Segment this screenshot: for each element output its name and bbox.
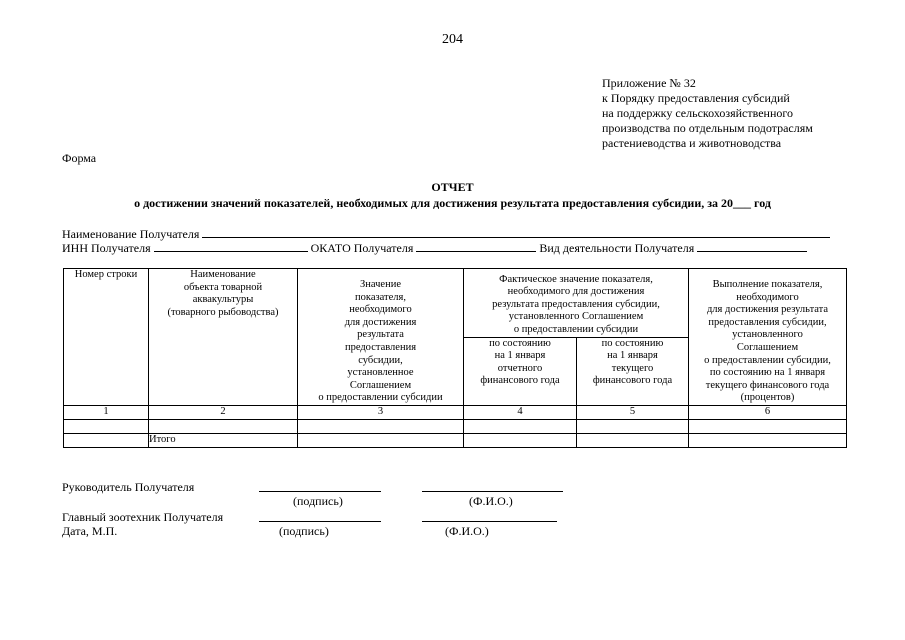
table-cell[interactable] xyxy=(689,419,847,433)
total-label: Итого xyxy=(149,433,298,447)
table-cell[interactable] xyxy=(464,419,577,433)
column-number: 1 xyxy=(64,406,149,420)
name-hint: (Ф.И.О.) xyxy=(445,524,489,538)
header-execution: Выполнение показателя, необходимого для достижения результата предоставления субсидии, установленного Соглашением о предоставлении субсидии, по состоянию на 1 января текущего финансового года (процентов) xyxy=(689,269,847,406)
header-actual: Фактическое значение показателя, необходимого для достижения результата предоставления субсидии, установленного Соглашением о предоставлении субсидии xyxy=(464,269,689,338)
appendix-note xyxy=(602,76,813,151)
activity-label: Вид деятельности Получателя xyxy=(539,241,695,255)
recipient-inn-field[interactable] xyxy=(154,240,308,252)
report-table xyxy=(63,268,847,448)
subheader-current-year: по состоянию на 1 января текущего финансового года xyxy=(577,337,689,406)
page-number: 204 xyxy=(442,32,463,47)
table-cell[interactable] xyxy=(464,433,577,447)
header-row-number: Номер строки xyxy=(64,269,149,406)
recipient-name-field[interactable] xyxy=(202,226,830,238)
okato-field[interactable] xyxy=(416,240,536,252)
table-cell[interactable] xyxy=(64,419,149,433)
signature-hint: (подпись) xyxy=(279,524,329,538)
recipient-inn-label: ИНН Получателя xyxy=(62,241,151,255)
column-number: 6 xyxy=(689,406,847,420)
table-total-row xyxy=(64,433,847,447)
zootechnician-signature-label: Главный зоотехник Получателя xyxy=(62,510,224,524)
table-cell[interactable] xyxy=(577,419,689,433)
table-cell[interactable] xyxy=(298,419,464,433)
appendix-line: Приложение № 32 xyxy=(602,76,696,90)
header-object: Наименование объекта товарной аквакультуры (товарного рыбоводства) xyxy=(149,269,298,406)
activity-field[interactable] xyxy=(697,240,807,252)
date-stamp-label: Дата, М.П. xyxy=(62,524,118,538)
column-number: 4 xyxy=(464,406,577,420)
name-hint: (Ф.И.О.) xyxy=(469,494,513,508)
column-number: 5 xyxy=(577,406,689,420)
appendix-line: на поддержку сельскохозяйственного xyxy=(602,106,794,120)
table-cell[interactable] xyxy=(298,433,464,447)
table-cell[interactable] xyxy=(149,419,298,433)
recipient-name-label: Наименование Получателя xyxy=(62,227,200,241)
head-name-field[interactable] xyxy=(422,491,563,492)
report-subtitle: о достижении значений показателей, необходимых для достижения результата предоставления субсидии, за 20___ год xyxy=(134,196,771,210)
zootechnician-name-field[interactable] xyxy=(422,521,557,522)
column-number: 2 xyxy=(149,406,298,420)
zootechnician-signature-field[interactable] xyxy=(259,521,381,522)
table-cell[interactable] xyxy=(64,433,149,447)
column-number: 3 xyxy=(298,406,464,420)
appendix-line: к Порядку предоставления субсидий xyxy=(602,91,790,105)
table-cell[interactable] xyxy=(577,433,689,447)
head-signature-label: Руководитель Получателя xyxy=(62,480,195,494)
inn-okato-activity-line xyxy=(62,240,807,256)
signature-hint: (подпись) xyxy=(293,494,343,508)
subheader-reporting-year: по состоянию на 1 января отчетного финансового года xyxy=(464,337,577,406)
head-signature-field[interactable] xyxy=(259,491,381,492)
table-row xyxy=(64,419,847,433)
report-title: ОТЧЕТ xyxy=(431,180,474,194)
header-value: Значение показателя, необходимого для достижения результата предоставления субсидии, установленное Соглашением о предоставлении субсидии xyxy=(298,269,464,406)
form-label: Форма xyxy=(62,151,97,165)
table-header-row xyxy=(64,269,847,338)
appendix-line: растениеводства и животноводства xyxy=(602,136,782,150)
table-column-numbers-row xyxy=(64,406,847,420)
appendix-line: производства по отдельным подотраслям xyxy=(602,121,813,135)
okato-label: ОКАТО Получателя xyxy=(310,241,414,255)
table-cell[interactable] xyxy=(689,433,847,447)
